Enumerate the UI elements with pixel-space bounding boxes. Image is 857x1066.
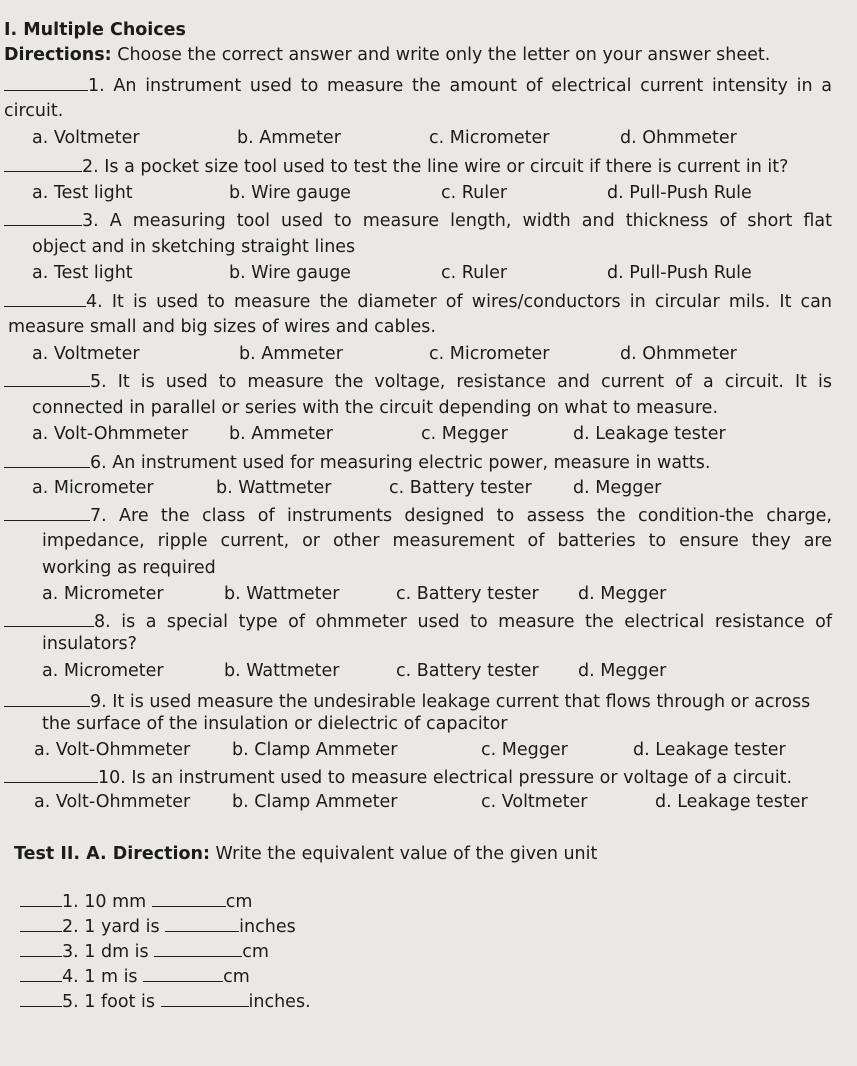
option-c: c. Battery tester — [389, 478, 532, 498]
option-b: b. Ammeter — [237, 128, 341, 148]
option-a: a. Voltmeter — [32, 344, 140, 364]
answer-blank[interactable] — [4, 153, 82, 172]
question-3: 3. A measuring tool used to measure length, width and thickness of short flat — [4, 207, 832, 234]
answer-blank[interactable] — [20, 938, 62, 957]
question-7-cont: impedance, ripple current, or other measurement of batteries to ensure they are — [42, 531, 832, 551]
answer-blank[interactable] — [20, 888, 62, 907]
option-c: c. Battery tester — [396, 584, 539, 604]
question-9: 9. It is used measure the undesirable leakage current that flows through or across — [4, 688, 810, 715]
option-a: a. Micrometer — [32, 478, 154, 498]
option-d: d. Megger — [578, 584, 667, 604]
answer-blank[interactable] — [4, 207, 82, 226]
option-b: b. Ammeter — [229, 424, 333, 444]
question-1-cont: circuit. — [4, 101, 64, 121]
question-10: 10. Is an instrument used to measure electrical pressure or voltage of a circuit. — [4, 764, 792, 791]
test2-item-2: 2. 1 yard is inches — [20, 913, 296, 940]
answer-blank[interactable] — [4, 449, 90, 468]
option-b: b. Clamp Ammeter — [232, 740, 398, 760]
question-3-cont: object and in sketching straight lines — [32, 237, 356, 257]
option-d: d. Leakage tester — [655, 792, 808, 812]
question-4-cont: measure small and big sizes of wires and cables. — [8, 317, 436, 337]
answer-blank[interactable] — [4, 72, 88, 91]
option-d: d. Leakage tester — [573, 424, 726, 444]
option-b: b. Clamp Ammeter — [232, 792, 398, 812]
option-c: c. Ruler — [441, 183, 508, 203]
question-5: 5. It is used to measure the voltage, resistance and current of a circuit. It is — [4, 368, 832, 395]
question-7-cont-2: working as required — [42, 558, 216, 578]
answer-blank[interactable] — [4, 608, 94, 627]
answer-blank[interactable] — [4, 288, 86, 307]
value-blank[interactable] — [161, 988, 249, 1007]
option-a: a. Test light — [32, 263, 133, 283]
value-blank[interactable] — [165, 913, 239, 932]
answer-blank[interactable] — [20, 963, 62, 982]
test2-item-1: 1. 10 mm cm — [20, 888, 252, 915]
option-d: d. Megger — [578, 661, 667, 681]
question-7: 7. Are the class of instruments designed to assess the condition-the charge, — [4, 502, 832, 529]
question-4: 4. It is used to measure the diameter of wires/conductors in circular mils. It can — [4, 288, 832, 315]
option-d: d. Pull-Push Rule — [607, 183, 752, 203]
test2-item-4: 4. 1 m is cm — [20, 963, 250, 990]
question-6: 6. An instrument used for measuring electric power, measure in watts. — [4, 449, 710, 476]
option-a: a. Volt-Ohmmeter — [34, 792, 191, 812]
question-8: 8. is a special type of ohmmeter used to measure the electrical resistance of — [4, 608, 832, 635]
option-a: a. Micrometer — [42, 661, 164, 681]
answer-blank[interactable] — [20, 913, 62, 932]
question-8-cont: insulators? — [42, 634, 137, 654]
option-c: c. Megger — [421, 424, 508, 444]
option-a: a. Test light — [32, 183, 133, 203]
option-c: c. Megger — [481, 740, 568, 760]
test2-title: Test II. A. Direction: Write the equivalent value of the given unit — [14, 844, 598, 864]
option-b: b. Wire gauge — [229, 263, 351, 283]
option-a: a. Volt-Ohmmeter — [34, 740, 191, 760]
section-title: I. Multiple Choices — [4, 20, 186, 40]
directions: Directions: Choose the correct answer and write only the letter on your answer sheet. — [4, 45, 771, 65]
option-b: b. Wattmeter — [224, 661, 340, 681]
option-c: c. Micrometer — [429, 128, 550, 148]
option-b: b. Wire gauge — [229, 183, 351, 203]
option-c: c. Ruler — [441, 263, 508, 283]
option-b: b. Ammeter — [239, 344, 343, 364]
answer-blank[interactable] — [20, 988, 62, 1007]
option-a: a. Micrometer — [42, 584, 164, 604]
answer-blank[interactable] — [4, 502, 90, 521]
option-a: a. Volt-Ohmmeter — [32, 424, 189, 444]
answer-blank[interactable] — [4, 764, 98, 783]
answer-blank[interactable] — [4, 368, 90, 387]
option-b: b. Wattmeter — [224, 584, 340, 604]
option-b: b. Wattmeter — [216, 478, 332, 498]
answer-blank[interactable] — [4, 688, 90, 707]
option-c: c. Battery tester — [396, 661, 539, 681]
option-d: d. Pull-Push Rule — [607, 263, 752, 283]
question-9-cont: the surface of the insulation or dielectric of capacitor — [42, 714, 508, 734]
option-a: a. Voltmeter — [32, 128, 140, 148]
test2-item-3: 3. 1 dm is cm — [20, 938, 269, 965]
option-d: d. Ohmmeter — [620, 344, 737, 364]
value-blank[interactable] — [154, 938, 242, 957]
question-1: 1. An instrument used to measure the amount of electrical current intensity in a — [4, 72, 832, 99]
option-d: d. Leakage tester — [633, 740, 786, 760]
option-c: c. Voltmeter — [481, 792, 588, 812]
question-2: 2. Is a pocket size tool used to test the line wire or circuit if there is current in it? — [4, 153, 788, 180]
test2-item-5: 5. 1 foot is inches. — [20, 988, 311, 1015]
option-d: d. Ohmmeter — [620, 128, 737, 148]
value-blank[interactable] — [143, 963, 223, 982]
option-c: c. Micrometer — [429, 344, 550, 364]
option-d: d. Megger — [573, 478, 662, 498]
value-blank[interactable] — [152, 888, 226, 907]
question-5-cont: connected in parallel or series with the circuit depending on what to measure. — [32, 398, 719, 418]
